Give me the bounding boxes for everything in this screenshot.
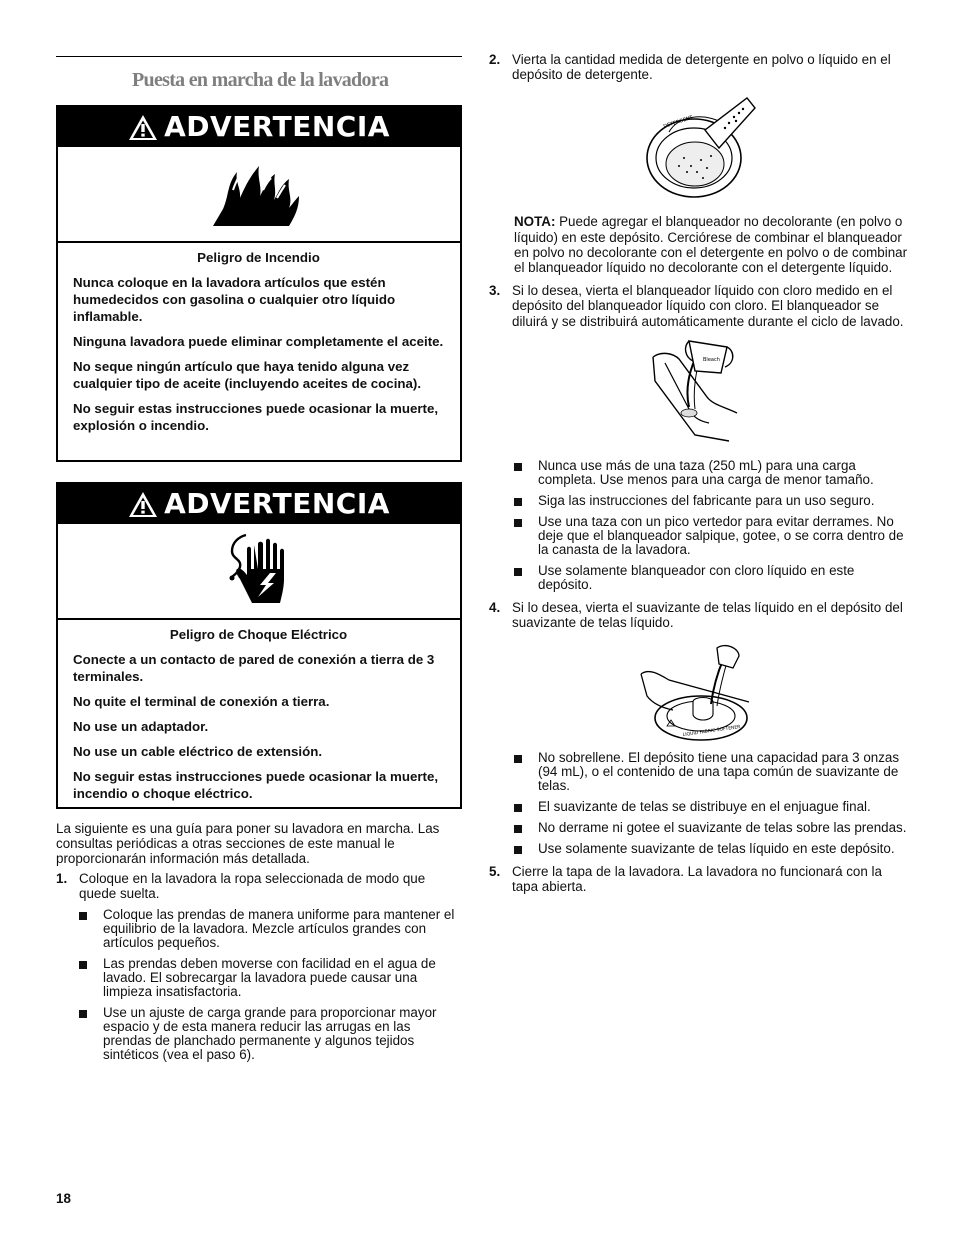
warning-title: Peligro de Choque Eléctrico [169,627,348,642]
bullet-square-icon [514,846,522,854]
section-title: Puesta en marcha de la lavadora [132,69,389,91]
warning-header-text: ADVERTENCIA [164,487,390,521]
warning-line: No use un cable eléctrico de extensión. [73,744,323,759]
step-text: Si lo desea, vierta el blanqueador líquido con cloro medido en el depósito del blanqueador líquido con cloro. El blanqueador se diluirá y se distribuirá automáticamente durante el ciclo de lavado. [512,283,904,329]
step-4-bullets [514,751,909,856]
step-1-bullets [79,908,462,1062]
fire-warning-body [58,243,460,442]
softener-label: LIQUID FABRIC SOFTENER [682,725,741,739]
list-item: Coloque las prendas de manera uniforme para mantener el equilibrio de la lavadora. Mezcle artículos grandes con artículos pequeños. [79,908,462,950]
left-column [56,56,462,1062]
warning-triangle-icon [128,491,158,518]
warning-line: Nunca coloque en la lavadora artículos que estén humedecidos con gasolina o cualquier otro líquido inflamable. [73,275,396,324]
step-text: Cierre la tapa de la lavadora. La lavadora no funcionará con la tapa abierta. [512,864,882,895]
page-number: 18 [56,1191,71,1206]
top-rule [56,56,462,57]
note-label: NOTA: [514,214,556,230]
step-number: 4. [489,599,501,615]
step-number: 3. [489,283,501,299]
bullet-square-icon [514,804,522,812]
softener-dispenser-illustration [639,644,764,744]
warning-triangle-icon [128,114,158,141]
fire-warning-box [56,105,462,462]
warning-line: No use un adaptador. [73,719,209,734]
right-column [489,52,909,895]
bleach-label: Bleach [703,356,720,363]
list-item: Use un ajuste de carga grande para proporcionar mayor espacio y de esta manera reducir las arrugas en las prendas de planchado permanente y algunos tejidos sintéticos (vea el paso 6). [79,1006,462,1062]
bullet-square-icon [514,498,522,506]
bullet-square-icon [79,1010,87,1018]
step-number: 5. [489,864,501,880]
note-paragraph [514,214,909,275]
note-text: Puede agregar el blanqueador no decolorante (en polvo o líquido) en este depósito. Cerciórese de combinar el blanqueador en polvo no decolorante con el detergente en polvo o de combinar el blanqueador líquido no decolorante con el detergente líquido. [514,214,908,276]
bullet-square-icon [79,961,87,969]
fire-icon-panel [58,147,460,243]
step-3 [489,283,909,329]
bullet-square-icon [514,825,522,833]
step-2 [489,52,909,82]
detergent-dispenser-illustration [639,92,759,204]
warning-line: No seguir estas instrucciones puede ocasionar la muerte, incendio o choque eléctrico. [73,769,439,801]
step-4 [489,600,909,630]
bullet-square-icon [79,912,87,920]
bullet-square-icon [514,463,522,471]
warning-line: No seguir estas instrucciones puede ocasionar la muerte, explosión o incendio. [73,401,439,433]
step-3-bullets [514,459,909,592]
intro-paragraph: La siguiente es una guía para poner su lavadora en marcha. Las consultas periódicas a otras secciones de este manual le proporcionarán información más detallada. [56,821,440,867]
step-text: Vierta la cantidad medida de detergente en polvo o líquido en el depósito de detergente. [512,52,891,83]
electric-icon-panel [58,524,460,620]
warning-header [58,484,460,524]
step-number: 2. [489,52,501,67]
warning-line: Conecte a un contacto de pared de conexión a tierra de 3 terminales. [73,652,435,684]
list-item: Nunca use más de una taza (250 mL) para una carga completa. Use menos para una carga de menor tamaño. [514,459,909,487]
warning-line: No quite el terminal de conexión a tierra. [73,694,330,709]
list-item: No sobrellene. El depósito tiene una capacidad para 3 onzas (94 mL), o el contenido de una tapa común de suavizante de telas. [514,751,909,793]
list-item: Use solamente suavizante de telas líquido en este depósito. [514,842,909,856]
list-item: Use solamente blanqueador con cloro líquido en este depósito. [514,564,909,592]
list-item: El suavizante de telas se distribuye en el enjuague final. [514,800,909,814]
step-number: 1. [56,870,68,886]
list-item: No derrame ni gotee el suavizante de telas sobre las prendas. [514,821,909,835]
fire-icon [211,160,307,228]
step-text: Coloque en la lavadora la ropa seleccionada de modo que quede suelta. [79,870,426,901]
list-item: Las prendas deben moverse con facilidad en el agua de lavado. El sobrecargar la lavadora puede causar una limpieza insatisfactoria. [79,957,462,999]
warning-header [58,107,460,147]
warning-line: No seque ningún artículo que haya tenido alguna vez cualquier tipo de aceite (incluyendo aceites de cocina). [73,359,422,391]
warning-header-text: ADVERTENCIA [164,110,390,144]
electric-warning-body [58,620,460,810]
bullet-square-icon [514,755,522,763]
electric-shock-icon [224,533,294,609]
step-text: Si lo desea, vierta el suavizante de telas líquido en el depósito del suavizante de telas líquido. [512,599,903,631]
list-item: Use una taza con un pico vertedor para evitar derrames. No deje que el blanqueador salpique, gotee, o se corra dentro de la canasta de la lavadora. [514,515,909,557]
detergent-label: DETERGENT [662,115,694,131]
list-item: Siga las instrucciones del fabricante para un uso seguro. [514,494,909,508]
bleach-dispenser-illustration [649,337,754,447]
bullet-square-icon [514,519,522,527]
warning-line: Ninguna lavadora puede eliminar completamente el aceite. [73,334,444,349]
bullet-square-icon [514,568,522,576]
step-1 [56,871,462,901]
warning-title: Peligro de Incendio [197,250,320,265]
electric-warning-box [56,482,462,809]
step-5 [489,864,909,894]
